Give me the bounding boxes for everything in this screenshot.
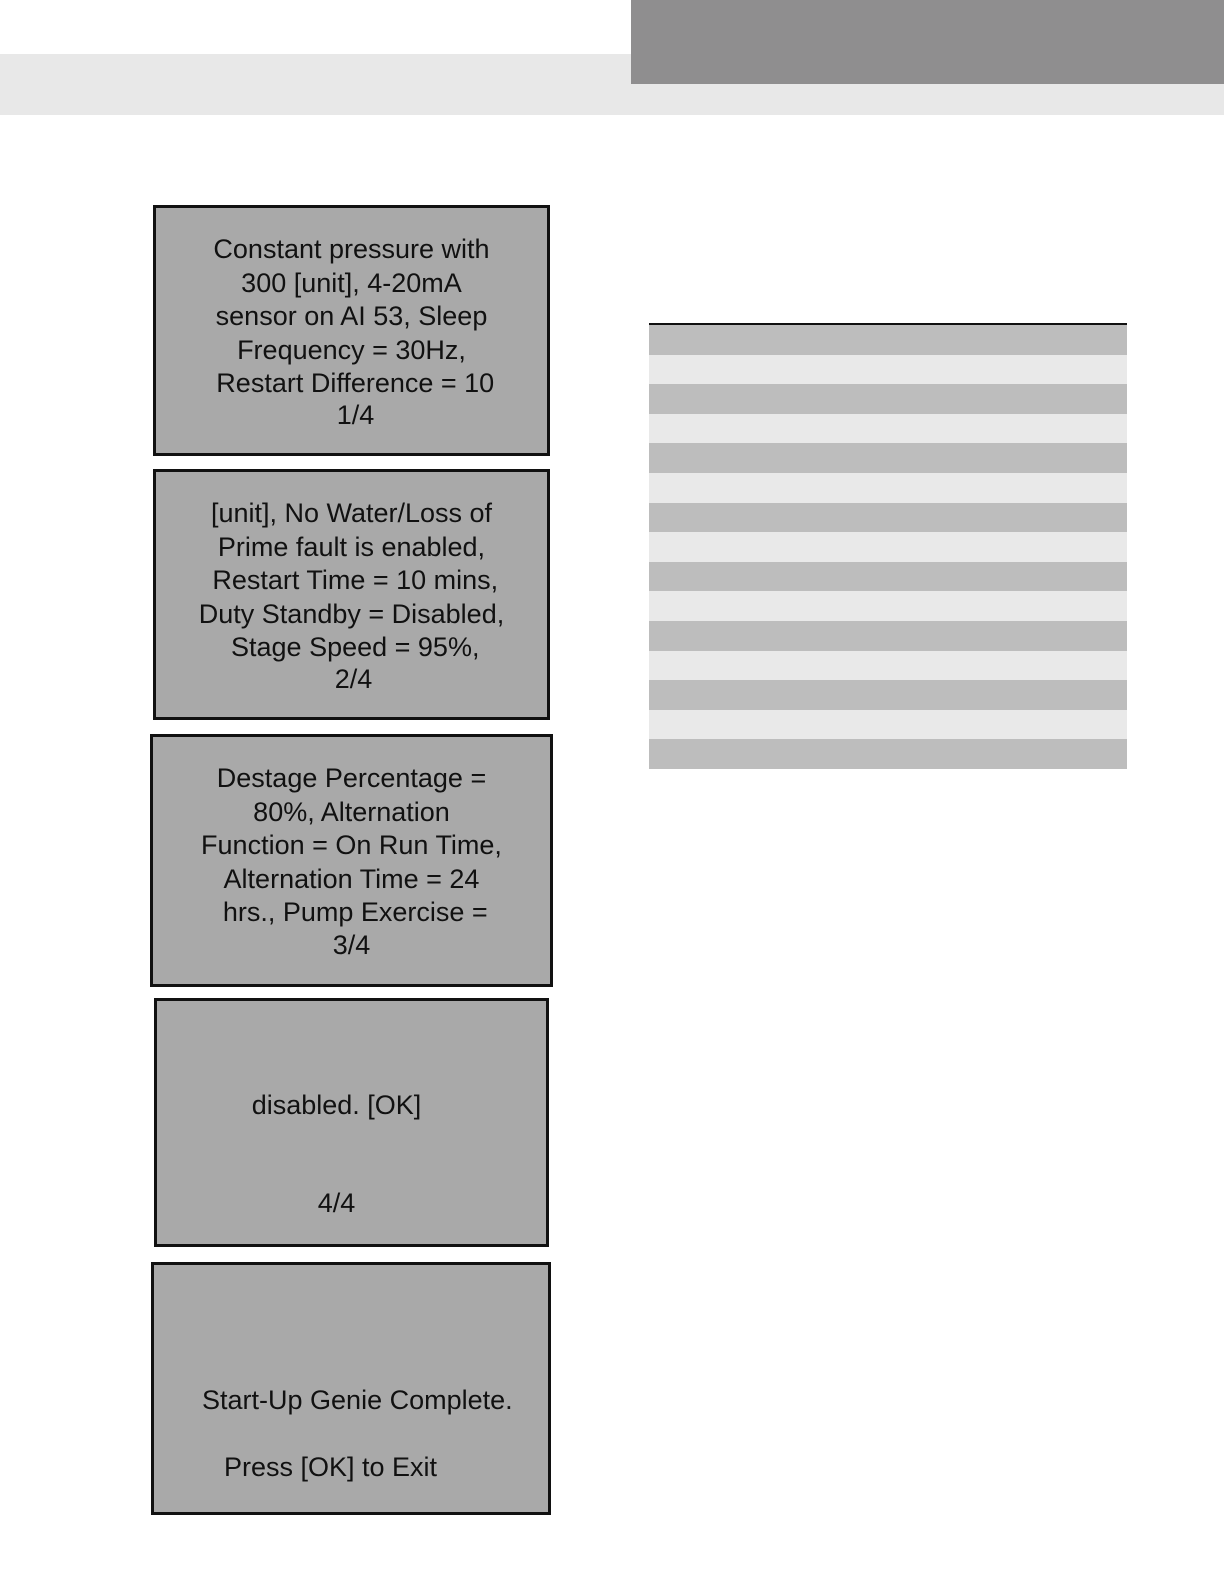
page-indicator: 2/4 [334, 664, 373, 694]
page-indicator: 1/4 [336, 400, 375, 430]
page-indicator: 3/4 [332, 930, 371, 960]
screen-message: disabled. [OK] [251, 1090, 422, 1120]
screen-message [150, 1350, 548, 1551]
display-screen-3 [150, 734, 553, 987]
table-row [649, 325, 1127, 355]
page-indicator: 4/4 [317, 1188, 356, 1218]
completion-title: Start-Up Genie Complete. [202, 1384, 513, 1415]
display-screen-complete [151, 1262, 551, 1515]
table-row [649, 473, 1127, 503]
striped-table [649, 323, 1127, 769]
screen-message: Constant pressure with 300 [unit], 4-20mA sensor on AI 53, Sleep Frequency = 30Hz, Restart Difference = 10 [213, 234, 495, 398]
screen-message: [unit], No Water/Loss of Prime fault is enabled, Restart Time = 10 mins, Duty Standby = Disabled, Stage Speed = 95%, [198, 498, 505, 662]
header-block [631, 0, 1224, 84]
table-row [649, 503, 1127, 533]
table-row [649, 710, 1127, 740]
exit-instruction: Press [OK] to Exit [224, 1451, 438, 1482]
table-row [649, 384, 1127, 414]
display-screen-4 [154, 998, 549, 1247]
table-row [649, 355, 1127, 385]
screen-message: Destage Percentage = 80%, Alternation Function = On Run Time, Alternation Time = 24 hrs., Pump Exercise = [201, 763, 502, 927]
table-row [649, 680, 1127, 710]
table-row [649, 739, 1127, 769]
table-row [649, 651, 1127, 681]
table-row [649, 443, 1127, 473]
table-row [649, 591, 1127, 621]
table-row [649, 414, 1127, 444]
display-screen-2 [153, 469, 550, 720]
table-row [649, 621, 1127, 651]
display-screen-1 [153, 205, 550, 456]
table-row [649, 532, 1127, 562]
table-row [649, 562, 1127, 592]
